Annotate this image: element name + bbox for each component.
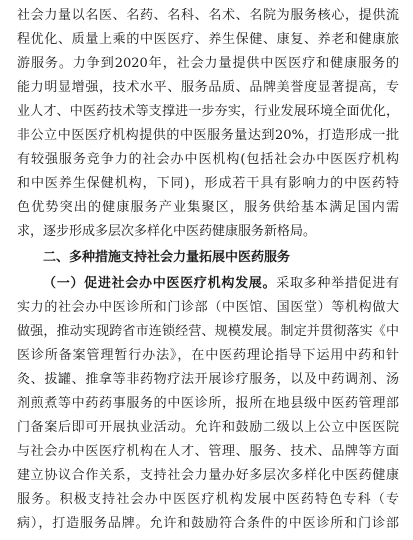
text-line: 做强，推动实现跨省市连锁经营、规模发展。制定并贯彻落实《中 — [17, 324, 399, 339]
text-line: 能力明显增强，技术水平、服务品质、品牌美誉度显著提高，专 — [17, 80, 399, 95]
text-run: 采取多种举措促进有 — [276, 276, 399, 291]
paragraph-measures — [17, 272, 399, 536]
subsection-title: （一）促进社会办中医医疗机构发展。 — [43, 276, 277, 291]
text-line: 程优化、质量上乘的中医医疗、养生保健、康复、养老和健康旅 — [17, 32, 399, 47]
text-line: 实力的社会办中医诊所和门诊部（中医馆、国医堂）等机构做大 — [17, 300, 399, 315]
text-line: 医诊所备案管理暂行办法》，在中医药理论指导下运用中药和针 — [17, 348, 399, 363]
text-line: 业人才、中医药技术等支撑进一步夯实，行业发展环境全面优化， — [17, 104, 399, 119]
text-line: 灸、拔罐、推拿等非药物疗法开展诊疗服务，以及中药调剂、汤 — [17, 372, 399, 387]
text-line: 门备案后即可开展执业活动。允许和鼓励二级以上公立中医医院 — [17, 420, 399, 435]
text-line: 色优势突出的健康服务产业集聚区，服务供给基本满足国内需 — [17, 200, 399, 215]
text-line: 服务。积极支持社会办中医医疗机构发展中医药特色专科（专 — [17, 492, 399, 507]
text-line: 病），打造服务品牌。允许和鼓励符合条件的中医诊所和门诊部 — [17, 516, 399, 531]
section-heading: 二、多种措施支持社会力量拓展中医药服务 — [43, 250, 291, 265]
text-line: 建立协议合作关系，支持社会力量办好多层次多样化中医药健康 — [17, 468, 399, 483]
text-line-first — [17, 272, 399, 296]
text-line: 剂煎煮等中药药事服务的中医诊所，报所在地县级中医药管理部 — [17, 396, 399, 411]
text-line: 社会力量以名医、名药、名科、名术、名院为服务核心，提供流 — [17, 8, 399, 23]
text-line: 非公立中医医疗机构提供的中医服务量达到20%，打造形成一批 — [17, 128, 399, 143]
text-line: 求，逐步形成多层次多样化中医药健康服务新格局。 — [17, 224, 317, 239]
text-line: 与社会办中医医疗机构在人才、管理、服务、技术、品牌等方面 — [17, 444, 399, 459]
text-line: 和中医养生保健机构，下同)，形成若干具有影响力的中医药特 — [17, 176, 399, 191]
text-line: 游服务。力争到2020年，社会力量提供中医医疗和健康服务的 — [17, 56, 399, 71]
text-line: 有较强服务竞争力的社会办中医机构(包括社会办中医医疗机构 — [17, 152, 399, 167]
paragraph-intro — [17, 4, 399, 244]
